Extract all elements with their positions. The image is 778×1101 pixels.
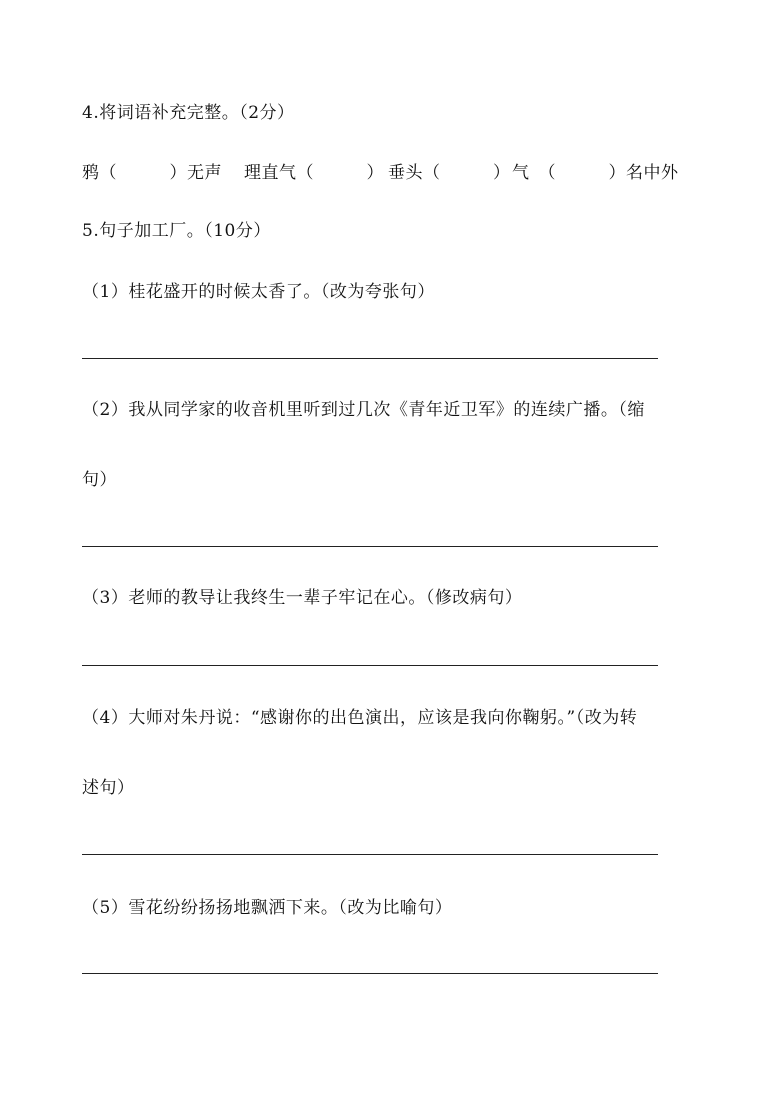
question-5-sub-1: （1）桂花盛开的时候太香了。（改为夸张句） (82, 282, 435, 302)
question-5-sub-4-line-1: （4）大师对朱丹说：“感谢你的出色演出，应该是我向你鞠躬。”（改为转 (82, 708, 638, 728)
answer-line-2[interactable] (82, 546, 658, 547)
fill-blank-item-3[interactable]: 垂头（ ） (388, 163, 511, 183)
question-5-sub-3: （3）老师的教导让我终生一辈子牢记在心。（修改病句） (82, 588, 523, 608)
question-5-sub-5: （5）雪花纷纷扬扬地飘洒下来。（改为比喻句） (82, 898, 453, 918)
answer-line-1[interactable] (82, 358, 658, 359)
fill-blank-item-4[interactable]: 气 （ ）名中外 (512, 163, 679, 183)
question-4-heading: 4.将词语补充完整。（2分） (82, 103, 295, 123)
answer-line-3[interactable] (82, 665, 658, 666)
question-5-sub-2-line-2: 句） (82, 470, 117, 490)
fill-blank-item-1[interactable]: 鸦（ ）无声 (82, 163, 222, 183)
question-5-sub-4-line-2: 述句） (82, 778, 135, 798)
fill-blank-item-2[interactable]: 理直气（ ） (244, 163, 384, 183)
answer-line-4[interactable] (82, 854, 658, 855)
answer-line-5[interactable] (82, 973, 658, 974)
question-4-items (82, 162, 702, 184)
question-5-heading: 5.句子加工厂。（10分） (82, 221, 271, 241)
question-5-sub-2-line-1: （2）我从同学家的收音机里听到过几次《青年近卫军》的连续广播。（缩 (82, 400, 645, 420)
